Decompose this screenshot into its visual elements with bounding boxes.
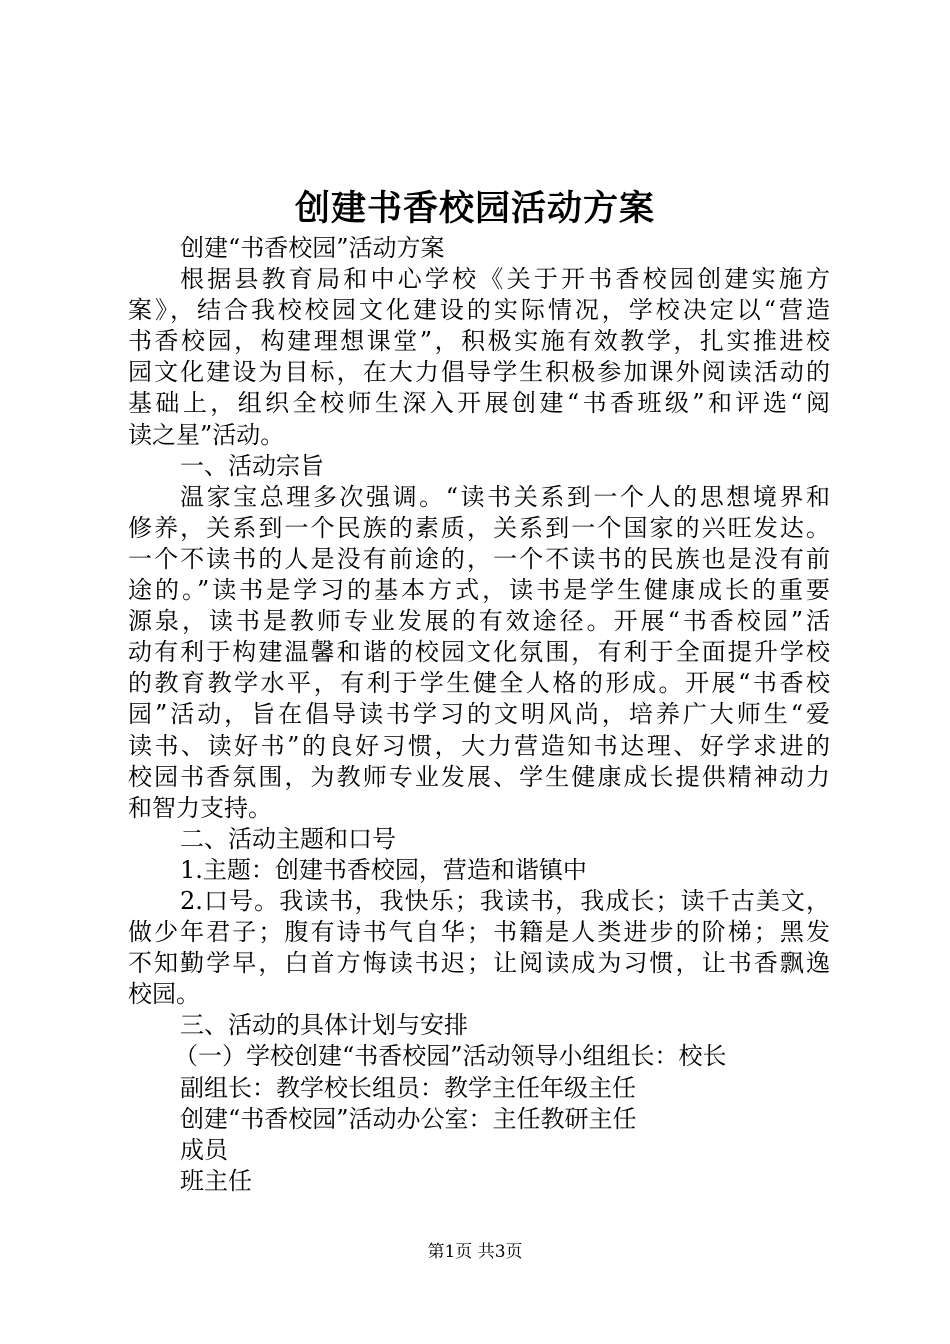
paragraph-line: 修养，关系到一个民族的素质，关系到一个国家的兴旺发达。 <box>128 513 830 542</box>
paragraph-line: 案》，结合我校校园文化建设的实际情况，学校决定以“营造 <box>128 296 830 325</box>
paragraph-line: 读之星”活动。 <box>128 420 285 449</box>
paragraph-line: 做少年君子；腹有诗书气自华；书籍是人类进步的阶梯；黑发 <box>128 918 830 947</box>
paragraph-line: 成员 <box>180 1135 228 1164</box>
page-footer: 第1页 共3页 <box>427 1242 523 1262</box>
paragraph-line: （一）学校创建“书香校园”活动领导小组组长：校长 <box>174 1042 727 1071</box>
paragraph-line: 园”活动，旨在倡导读书学习的文明风尚，培养广大师生“爱 <box>128 700 830 729</box>
paragraph-line: 一、活动宗旨 <box>180 451 324 480</box>
paragraph-line: 校园。 <box>128 980 200 1009</box>
paragraph-line: 途的。”读书是学习的基本方式，读书是学生健康成长的重要 <box>128 576 830 605</box>
paragraph-line: 书香校园，构建理想课堂”，积极实施有效教学，扎实推进校 <box>128 327 830 356</box>
paragraph-line: 二、活动主题和口号 <box>180 824 396 853</box>
paragraph-line: 动有利于构建温馨和谐的校园文化氛围，有利于全面提升学校 <box>128 638 830 667</box>
paragraph-line: 温家宝总理多次强调。“读书关系到一个人的思想境界和 <box>180 482 830 511</box>
paragraph-line: 和智力支持。 <box>128 793 272 822</box>
paragraph-line: 一个不读书的人是没有前途的，一个不读书的民族也是没有前 <box>128 544 830 573</box>
paragraph-line: 园文化建设为目标，在大力倡导学生积极参加课外阅读活动的 <box>128 358 830 387</box>
paragraph-line: 2.口号。我读书，我快乐；我读书，我成长；读千古美文， <box>180 886 830 915</box>
paragraph-line: 不知勤学早，白首方悔读书迟；让阅读成为习惯，让书香飘逸 <box>128 949 830 978</box>
paragraph-line: 创建“书香校园”活动方案 <box>180 234 445 262</box>
paragraph-line: 读书、读好书”的良好习惯，大力营造知书达理、好学求进的 <box>128 731 830 760</box>
document-title: 创建书香校园活动方案 <box>294 188 655 229</box>
paragraph-line: 创建“书香校园”活动办公室：主任教研主任 <box>180 1104 637 1133</box>
paragraph-line: 副组长：教学校长组员：教学主任年级主任 <box>180 1073 636 1102</box>
paragraph-line: 的教育教学水平，有利于学生健全人格的形成。开展“书香校 <box>128 669 830 698</box>
paragraph-line: 1.主题：创建书香校园，营造和谐镇中 <box>180 855 587 884</box>
paragraph-line: 三、活动的具体计划与安排 <box>180 1011 468 1040</box>
paragraph-line: 校园书香氛围，为教师专业发展、学生健康成长提供精神动力 <box>128 762 830 791</box>
paragraph-line: 班主任 <box>180 1166 252 1195</box>
paragraph-line: 基础上，组织全校师生深入开展创建“书香班级”和评选“阅 <box>128 389 830 418</box>
paragraph-line: 根据县教育局和中心学校《关于开书香校园创建实施方 <box>180 265 830 294</box>
document-body <box>128 233 830 1197</box>
paragraph-line: 源泉，读书是教师专业发展的有效途径。开展“书香校园”活 <box>128 607 830 636</box>
